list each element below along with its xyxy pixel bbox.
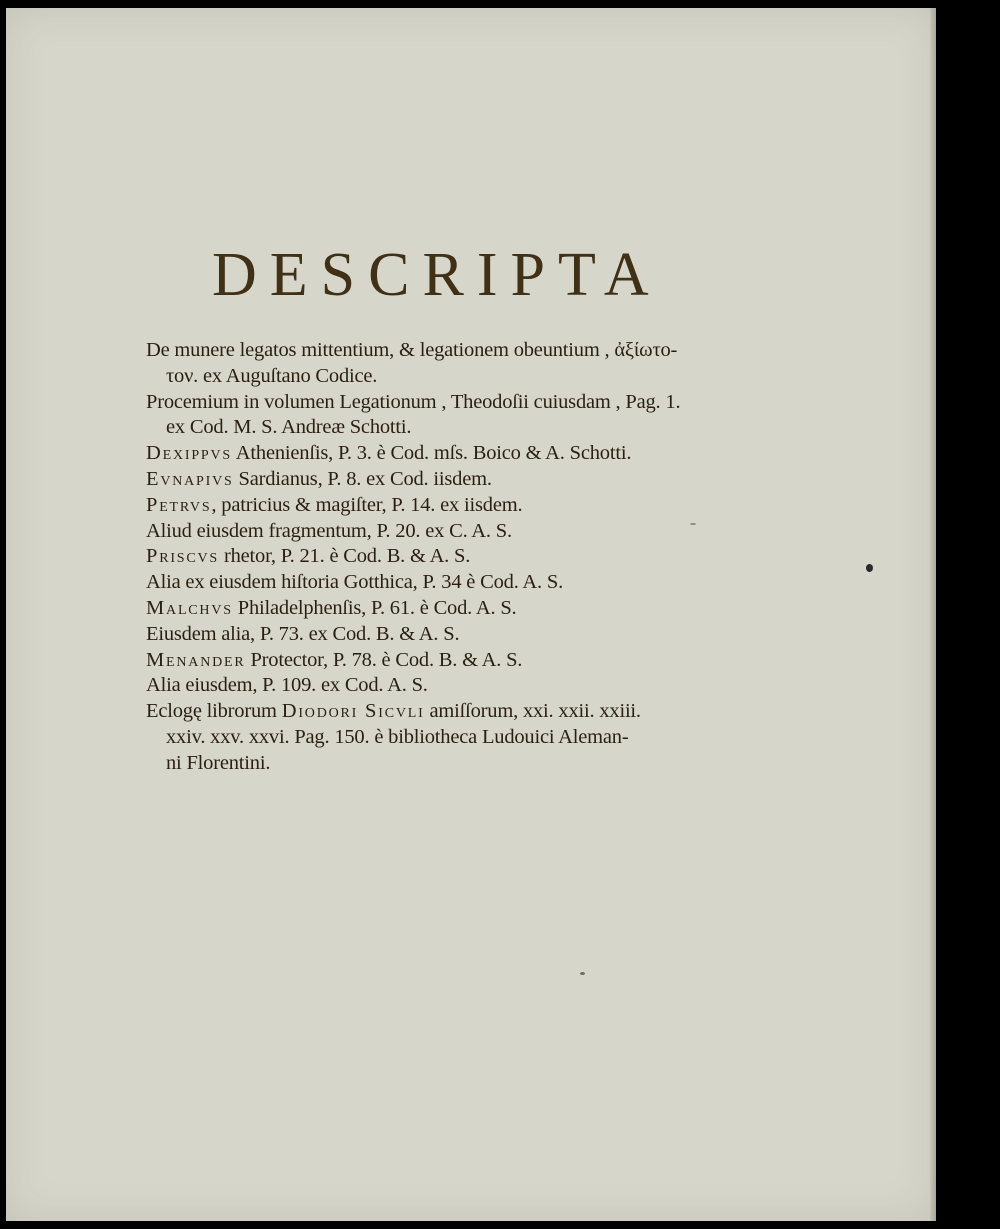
contents-entry — [146, 441, 786, 467]
author-name: Malchvs — [146, 596, 233, 619]
entry-text: Alia ex eiusdem hiſtoria Gotthica, P. 34 è Cod. A. S. — [146, 571, 564, 594]
entry-text: , patricius & magiſter, P. 14. ex iisdem. — [211, 493, 523, 516]
author-name: Petrvs — [146, 493, 212, 516]
entry-text: xxiv. xxv. xxvi. Pag. 150. è bibliotheca Ludouici Aleman- — [166, 725, 629, 748]
entry-text: Philadelphenſis, P. 61. è Cod. A. S. — [232, 596, 517, 619]
contents-line — [146, 390, 786, 416]
entry-text: rhetor, P. 21. è Cod. B. & A. S. — [219, 545, 471, 568]
entry-text: amiſſorum, xxi. xxii. xxiii. — [424, 700, 641, 723]
entry-text: Procemium in volumen Legationum , Theodoſii cuiusdam , Pag. 1. — [146, 390, 681, 413]
contents-line — [146, 725, 786, 751]
author-name: Dexippvs — [146, 442, 232, 465]
entry-text: Sardianus, P. 8. ex Cod. iisdem. — [233, 467, 492, 490]
entry-text: ni Florentini. — [166, 751, 271, 774]
book-page — [6, 8, 936, 1221]
contents-line — [146, 622, 786, 648]
page-edge-shadow — [930, 8, 936, 1221]
ink-speck — [580, 972, 585, 975]
ink-speck — [690, 523, 696, 525]
contents-entry — [146, 338, 786, 390]
contents-line — [146, 596, 786, 622]
entry-text: Eiusdem alia, P. 73. ex Cod. B. & A. S. — [146, 622, 460, 645]
contents-line — [146, 364, 786, 390]
author-name: Diodori Sicvli — [281, 700, 425, 723]
contents-line — [146, 570, 786, 596]
contents-line — [146, 544, 786, 570]
contents-entry — [146, 673, 786, 699]
contents-line — [146, 493, 786, 519]
entry-text: Eclogę librorum — [146, 700, 282, 723]
contents-line — [146, 673, 786, 699]
contents-line — [146, 751, 786, 777]
contents-line — [146, 467, 786, 493]
contents-entry — [146, 699, 786, 776]
contents-line — [146, 648, 786, 674]
entry-text: Alia eiusdem, P. 109. ex Cod. A. S. — [146, 674, 428, 697]
ink-speck — [866, 564, 873, 572]
contents-entry — [146, 544, 786, 570]
entry-text: τον. ex Auguſtano Codice. — [166, 364, 378, 387]
contents-entry — [146, 467, 786, 493]
author-name: Menander — [146, 648, 246, 671]
contents-line — [146, 699, 786, 725]
contents-entry — [146, 648, 786, 674]
entry-text: Aliud eiusdem fragmentum, P. 20. ex C. A. S. — [146, 519, 512, 542]
contents-entry — [146, 596, 786, 622]
contents-entry — [146, 493, 786, 519]
contents-line — [146, 441, 786, 467]
page-title: DESCRIPTA — [212, 241, 662, 309]
contents-entry — [146, 622, 786, 648]
contents-list — [146, 338, 786, 777]
entry-text: De munere legatos mittentium, & legationem obeuntium , ἀξίωτο- — [146, 339, 678, 361]
entry-text: Athenienſis, P. 3. è Cod. mſs. Boico & A. Schotti. — [232, 442, 632, 465]
entry-text: Protector, P. 78. è Cod. B. & A. S. — [245, 648, 523, 671]
contents-line — [146, 338, 786, 364]
author-name: Evnapivs — [146, 467, 234, 490]
contents-line — [146, 415, 786, 441]
entry-text: ex Cod. M. S. Andreæ Schotti. — [166, 416, 412, 439]
author-name: Priscvs — [146, 545, 220, 568]
contents-entry — [146, 570, 786, 596]
contents-entry — [146, 390, 786, 442]
